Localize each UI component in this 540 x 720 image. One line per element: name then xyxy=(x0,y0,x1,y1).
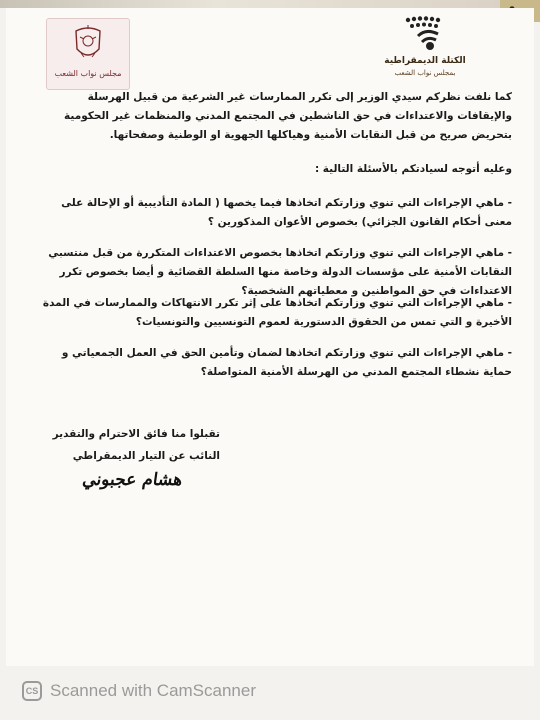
question-4: - ماهي الإجراءات التي تنوي وزارتكم اتخاذها لضمان وتأمين الحق في العمل الجمعياتي و حماية نشطاء المجتمع المدني من الهرسلة الأمنية المتواصلة؟ xyxy=(61,347,512,378)
camscanner-text: Scanned with CamScanner xyxy=(50,681,257,700)
question-1: - ماهي الإجراءات التي تنوي وزارتكم اتخاذها فيما يخصها ( المادة التأديبية أو الإحالة على معنى أحكام القانون الجزائي) بخصوص الأعوان المذكورين ؟ xyxy=(61,197,512,228)
document-page xyxy=(6,8,534,666)
camscanner-icon: CS xyxy=(22,681,42,701)
wifi-signal-icon xyxy=(400,14,452,58)
camscanner-watermark xyxy=(22,677,256,705)
question-3: - ماهي الإجراءات التي تنوي وزارتكم اتخاذها على إثر تكرر الانتهاكات والممارسات في المدة الأخيرة و التي تمس من الحقوق الدستورية لعموم التونسيين والتونسيات؟ xyxy=(42,297,512,328)
closing-representative: النائب عن التيار الديمقراطي xyxy=(72,450,220,462)
questions-heading: وعليه أتوجه لسيادتكم بالأسئلة التالية : xyxy=(314,163,512,175)
signature: هشام عجبوني xyxy=(81,470,184,490)
top-edge-strip xyxy=(0,0,540,8)
closing-regards: تقبلوا منا فائق الاحترام والتقدير xyxy=(52,428,220,440)
question-2: - ماهي الإجراءات التي تنوي وزارتكم اتخاذها بخصوص الاعتداءات المتكررة من قبل منتسبي النقابات الأمنية على مؤسسات الدولة وخاصة منها السلطة القضائية و أيضا بخصوص تكرر الاعتداءات في حق المواطنين و معطياتهم الشخصية؟ xyxy=(48,247,512,297)
democratic-bloc-logo xyxy=(370,14,480,86)
democratic-bloc-title: الكتلة الديمقراطية xyxy=(384,56,466,66)
parliament-logo xyxy=(46,18,130,90)
tunisia-seal-icon xyxy=(72,23,104,65)
parliament-logo-text: مجلس نواب الشعب xyxy=(54,69,122,78)
intro-paragraph: كما نلفت نظركم سيدي الوزير إلى تكرر الممارسات غير الشرعية من قبيل الهرسلة والإيقافات والاعتداءات في حق الناشطين في المجتمع المدني والمنظمات غير الحكومية بتحريض صريح من قبل النقابات الأمنية وهياكلها الجهوية او الوطنية وصفحاتها. xyxy=(64,91,512,141)
democratic-bloc-subtitle: بمجلس نواب الشعب xyxy=(394,69,456,77)
closing-block xyxy=(40,423,220,467)
